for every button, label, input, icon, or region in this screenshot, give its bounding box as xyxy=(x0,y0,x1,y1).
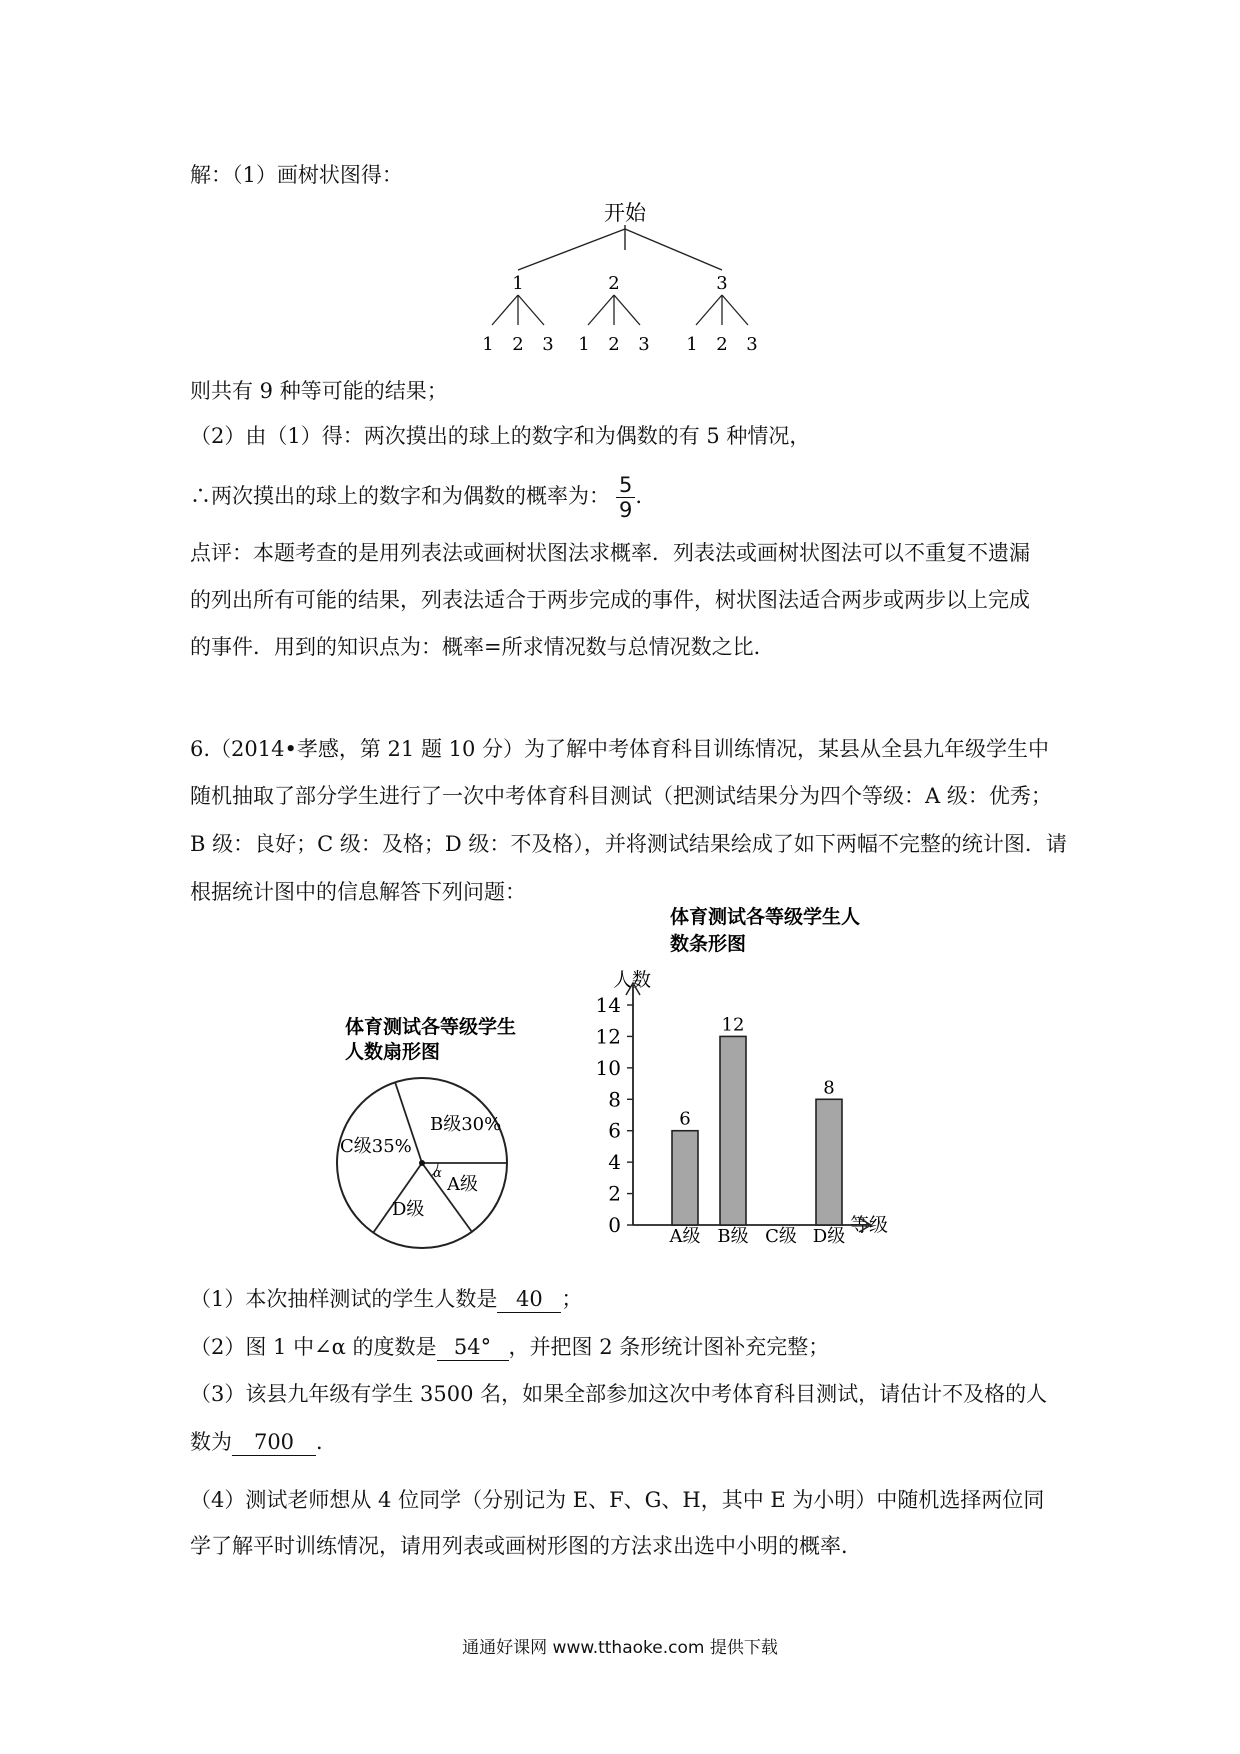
pie-label-d: D级 xyxy=(392,1199,425,1220)
pie-divider-d-c xyxy=(373,1163,425,1233)
pie-label-b: B级30% xyxy=(430,1114,502,1135)
question-2: （2）图 1 中∠α 的度数是 54° ，并把图 2 条形统计图补充完整； xyxy=(190,1335,830,1359)
svg-text:1: 1 xyxy=(578,334,590,355)
bar-B级 xyxy=(720,1036,746,1225)
tree-branch-1 xyxy=(482,273,553,355)
answer-1: 40 xyxy=(497,1286,561,1313)
y-tick-label: 10 xyxy=(595,1055,621,1080)
pie-label-a: A级 xyxy=(447,1174,478,1195)
svg-text:3: 3 xyxy=(638,334,650,355)
pie-label-c: C级35% xyxy=(340,1136,412,1157)
svg-text:2: 2 xyxy=(608,273,620,294)
y-tick-label: 8 xyxy=(608,1087,621,1112)
problem6-line-1: 6.（2014•孝感，第 21 题 10 分）为了解中考体育科目训练情况，某县从全县九年级学生中 xyxy=(190,737,1050,761)
comment-line-3: 的事件．用到的知识点为：概率=所求情况数与总情况数之比． xyxy=(190,635,775,659)
y-tick-label: 6 xyxy=(608,1118,621,1143)
answer-2: 54° xyxy=(437,1334,509,1361)
bar-value-label: 6 xyxy=(679,1108,691,1130)
x-category-label: C级 xyxy=(765,1226,797,1247)
svg-text:3: 3 xyxy=(542,334,554,355)
solution-conclusion: ∴两次摸出的球上的数字和为偶数的概率为： $\frac{5}{9}$ . xyxy=(190,473,643,522)
x-category-label: D级 xyxy=(812,1226,846,1247)
problem6-line-3: B 级：良好；C 级：及格；D 级：不及格），并将测试结果绘成了如下两幅不完整的统计图．请 xyxy=(190,832,1067,856)
solution-step1: 解：（1）画树状图得： xyxy=(190,163,403,187)
y-tick-label: 12 xyxy=(595,1024,621,1049)
bar-A级 xyxy=(672,1131,698,1225)
svg-text:2: 2 xyxy=(608,334,620,355)
svg-text:3: 3 xyxy=(746,334,758,355)
pie-angle-alpha: α xyxy=(433,1166,442,1181)
bar-ylabel: 人数 xyxy=(613,969,652,991)
probability-tree-diagram xyxy=(440,195,780,365)
probability-fraction: $\frac{5}{9}$ xyxy=(616,473,635,522)
bar-value-label: 8 xyxy=(823,1077,835,1099)
tree-branch-2 xyxy=(578,273,649,355)
y-tick-label: 2 xyxy=(608,1181,621,1206)
bar-value-label: 12 xyxy=(721,1014,745,1036)
question-4-line-2: 学了解平时训练情况，请用列表或画树形图的方法求出选中小明的概率． xyxy=(190,1534,862,1558)
bar-chart xyxy=(575,895,905,1260)
bar-title-2: 数条形图 xyxy=(670,933,747,955)
answer-3: 700 xyxy=(232,1429,316,1456)
question-3-line-1: （3）该县九年级有学生 3500 名，如果全部参加这次中考体育科目测试，请估计不及格的人 xyxy=(190,1382,1048,1406)
bar-D级 xyxy=(816,1099,842,1225)
bar-xlabel: 等级 xyxy=(850,1214,889,1236)
svg-text:2: 2 xyxy=(512,334,524,355)
solution-step2: （2）由（1）得：两次摸出的球上的数字和为偶数的有 5 种情况， xyxy=(190,424,811,448)
question-3-line-2: 数为 700 ． xyxy=(190,1430,337,1454)
comment-line-1: 点评：本题考查的是用列表法或画树状图法求概率．列表法或画树状图法可以不重复不遗漏 xyxy=(190,541,1030,565)
bar-title-1: 体育测试各等级学生人 xyxy=(670,906,861,928)
pie-title-2: 人数扇形图 xyxy=(345,1041,441,1063)
y-tick-label: 4 xyxy=(608,1150,621,1175)
problem6-line-2: 随机抽取了部分学生进行了一次中考体育科目测试（把测试结果分为四个等级：A 级：优秀； xyxy=(190,784,1052,808)
footer: 通通好课网 www.tthaoke.com 提供下载 xyxy=(462,1638,778,1658)
y-tick-label: 14 xyxy=(595,993,621,1017)
question-4-line-1: （4）测试老师想从 4 位同学（分别记为 E、F、G、H，其中 E 为小明）中随机选择两位同 xyxy=(190,1488,1045,1512)
problem6-line-4: 根据统计图中的信息解答下列问题： xyxy=(190,880,526,904)
x-category-label: B级 xyxy=(717,1226,749,1247)
svg-text:2: 2 xyxy=(716,334,728,355)
x-category-label: A级 xyxy=(669,1226,701,1247)
svg-text:1: 1 xyxy=(686,334,698,355)
tree-branch-3 xyxy=(686,273,757,355)
tree-root: 开始 xyxy=(604,201,646,225)
pie-title-1: 体育测试各等级学生 xyxy=(345,1016,517,1038)
question-1: （1）本次抽样测试的学生人数是 40 ； xyxy=(190,1287,583,1311)
solution-result: 则共有 9 种等可能的结果； xyxy=(190,379,448,403)
comment-line-2: 的列出所有可能的结果，列表法适合于两步完成的事件，树状图法适合两步或两步以上完成 xyxy=(190,588,1030,612)
y-tick-label: 0 xyxy=(608,1213,621,1237)
pie-chart xyxy=(330,1005,560,1260)
svg-text:1: 1 xyxy=(512,273,524,294)
svg-text:3: 3 xyxy=(716,273,728,294)
svg-text:1: 1 xyxy=(482,334,494,355)
